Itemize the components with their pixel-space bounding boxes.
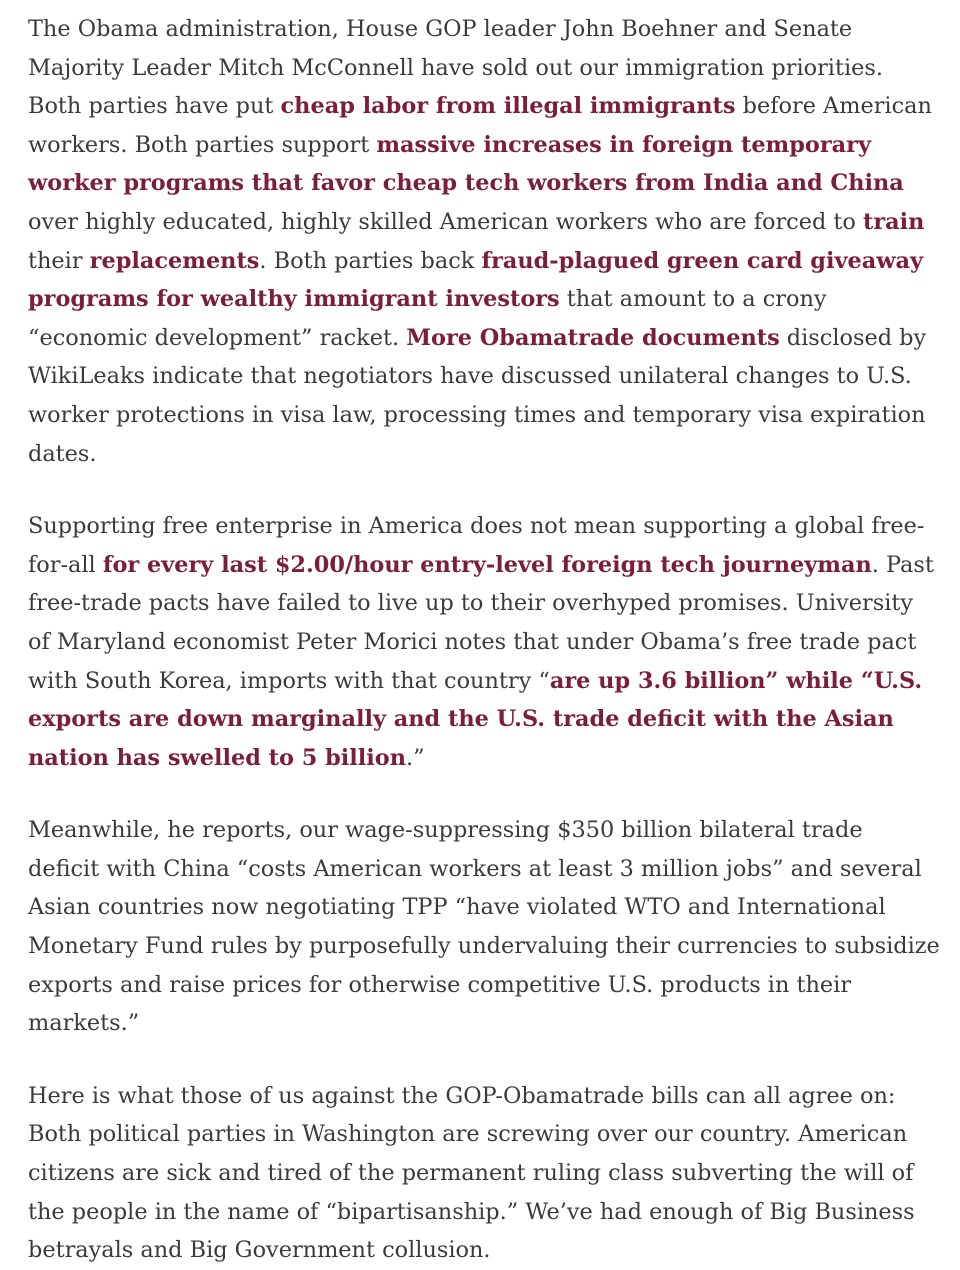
text-segment: Meanwhile, he reports, our wage-suppressing $350 billion bilateral trade deficit with China “costs American workers at least 3 million jobs” and several Asian countries now negotiating TPP “have violated WTO and International Monetary Fund rules by purposefully undervaluing their currencies to subsidize exports and raise prices for otherwise competitive U.S. products in their markets.”	[28, 817, 940, 1037]
paragraph-1	[28, 10, 940, 473]
text-segment: disclosed by WikiLeaks indicate that negotiators have discussed unilateral changes to U.S. worker protections in visa law, processing times and temporary visa expiration dates.	[28, 324, 927, 467]
paragraph-4	[28, 1077, 940, 1270]
text-segment: The Obama administration, House GOP leader John Boehner and Senate Majority Leader Mitch McConnell have sold out our immigration priorities. Both parties have put	[28, 16, 883, 120]
link-replacements[interactable]: replacements	[89, 247, 260, 274]
link-green-card-giveaway[interactable]: fraud-plagued green card giveaway programs for wealthy immigrant investors	[28, 247, 924, 313]
paragraph-3	[28, 811, 940, 1043]
link-obamatrade-documents[interactable]: More Obamatrade documents	[406, 324, 780, 351]
link-trade-deficit-quote[interactable]: are up 3.6 billion” while “U.S. exports are down marginally and the U.S. trade deficit with the Asian nation has swelled to 5 billion	[28, 667, 923, 771]
paragraph-2	[28, 507, 940, 777]
text-segment: over highly educated, highly skilled American workers who are forced to	[28, 208, 864, 235]
text-segment: before American workers. Both parties support	[28, 93, 932, 158]
text-segment: .”	[406, 744, 425, 771]
text-segment: Supporting free enterprise in America does not mean supporting a global free-for-all	[28, 513, 925, 578]
text-segment: their	[28, 247, 90, 274]
link-foreign-tech-journeyman[interactable]: for every last $2.00/hour entry-level foreign tech journeyman	[102, 551, 872, 578]
text-segment: Here is what those of us against the GOP-Obamatrade bills can all agree on: Both political parties in Washington are screwing over our country. American citizens are sick and tired of the permanent ruling class subverting the will of the people in the name of “bipartisanship.” We’ve had enough of Big Business betrayals and Big Government collusion.	[28, 1082, 915, 1264]
text-segment: that amount to a crony “economic development” racket.	[28, 286, 827, 351]
link-cheap-labor[interactable]: cheap labor from illegal immigrants	[280, 93, 736, 120]
link-train[interactable]: train	[863, 208, 925, 235]
link-temporary-worker-programs[interactable]: massive increases in foreign temporary worker programs that favor cheap tech workers from India and China	[28, 131, 904, 197]
text-segment: . Past free-trade pacts have failed to live up to their overhyped promises. University of Maryland economist Peter Morici notes that under Obama’s free trade pact with South Korea, imports with that country “	[28, 551, 934, 694]
text-segment: . Both parties back	[259, 247, 482, 274]
